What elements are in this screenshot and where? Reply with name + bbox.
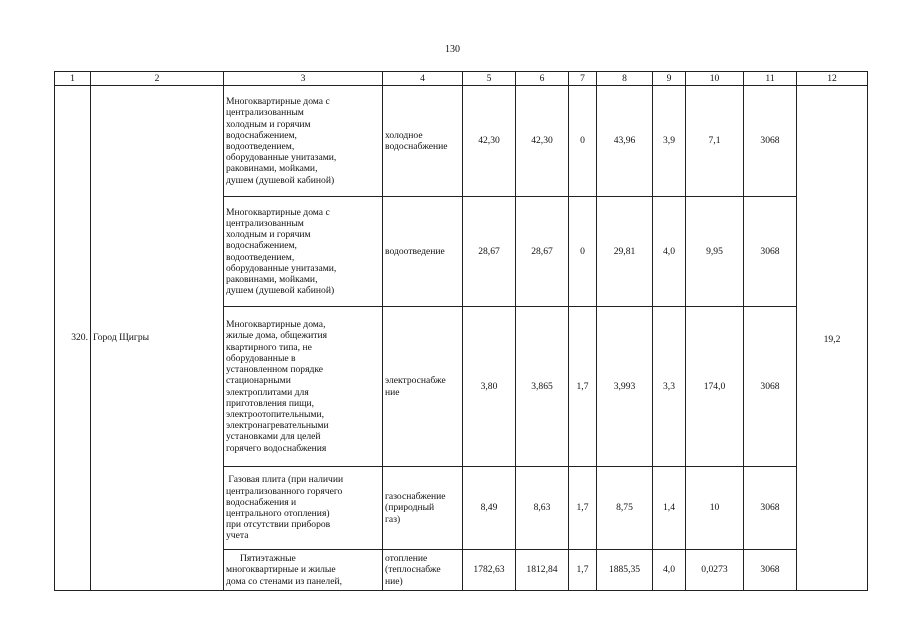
service-type: электроснабже ние <box>383 307 463 467</box>
header-cell: 3 <box>224 72 383 86</box>
cell-9: 4,0 <box>653 197 686 307</box>
header-cell: 2 <box>91 72 224 86</box>
header-cell: 9 <box>653 72 686 86</box>
cell-10: 7,1 <box>686 86 744 197</box>
housing-description: Пятиэтажные многоквартирные и жилые дома со стенами из панелей, <box>224 550 383 591</box>
cell-11: 3068 <box>744 467 797 550</box>
service-type: газоснабжение (природный газ) <box>383 467 463 550</box>
cell-6: 28,67 <box>516 197 569 307</box>
cell-11: 3068 <box>744 550 797 591</box>
tariff-table <box>54 71 868 591</box>
cell-7: 1,7 <box>569 550 597 591</box>
cell-10: 10 <box>686 467 744 550</box>
cell-5: 1782,63 <box>463 550 516 591</box>
header-cell: 6 <box>516 72 569 86</box>
cell-7: 1,7 <box>569 467 597 550</box>
header-cell: 10 <box>686 72 744 86</box>
page-number: 130 <box>445 44 460 55</box>
region-name: Город Щигры <box>91 86 224 591</box>
service-type: водоотведение <box>383 197 463 307</box>
cell-6: 1812,84 <box>516 550 569 591</box>
cell-10: 9,95 <box>686 197 744 307</box>
cell-11: 3068 <box>744 86 797 197</box>
header-row <box>55 72 868 86</box>
header-cell: 7 <box>569 72 597 86</box>
cell-11: 3068 <box>744 197 797 307</box>
cell-6: 3,865 <box>516 307 569 467</box>
cell-8: 8,75 <box>597 467 653 550</box>
cell-7: 0 <box>569 197 597 307</box>
header-cell: 12 <box>797 72 868 86</box>
cell-8: 29,81 <box>597 197 653 307</box>
cell-5: 28,67 <box>463 197 516 307</box>
header-cell: 8 <box>597 72 653 86</box>
housing-description: Многоквартирные дома с централизованным холодным и горячим водоснабжением, водоотведением, оборудованные унитазами, раковинами, мойками, душем (душевой кабиной) <box>224 86 383 197</box>
cell-5: 42,30 <box>463 86 516 197</box>
cell-11: 3068 <box>744 307 797 467</box>
cell-9: 1,4 <box>653 467 686 550</box>
header-cell: 11 <box>744 72 797 86</box>
table-row <box>55 86 868 197</box>
cell-9: 3,3 <box>653 307 686 467</box>
region-value-12: 19,2 <box>797 86 868 591</box>
service-type: холодное водоснабжение <box>383 86 463 197</box>
cell-5: 3,80 <box>463 307 516 467</box>
header-cell: 5 <box>463 72 516 86</box>
region-number: 320. <box>55 86 91 591</box>
cell-8: 1885,35 <box>597 550 653 591</box>
cell-10: 174,0 <box>686 307 744 467</box>
cell-9: 3,9 <box>653 86 686 197</box>
cell-8: 3,993 <box>597 307 653 467</box>
housing-description: Многоквартирные дома с централизованным холодным и горячим водоснабжением, водоотведением, оборудованные унитазами, раковинами, мойками, душем (душевой кабиной) <box>224 197 383 307</box>
cell-10: 0,0273 <box>686 550 744 591</box>
housing-description: Газовая плита (при наличии централизованного горячего водоснабжения и центрального отопления) при отсутствии приборов учета <box>224 467 383 550</box>
cell-8: 43,96 <box>597 86 653 197</box>
housing-description: Многоквартирные дома, жилые дома, общежития квартирного типа, не оборудованные в установленном порядке стационарными электроплитами для приготовления пищи, электроотопительными, электронагревательными установками для целей горячего водоснабжения <box>224 307 383 467</box>
cell-6: 8,63 <box>516 467 569 550</box>
cell-7: 1,7 <box>569 307 597 467</box>
cell-9: 4,0 <box>653 550 686 591</box>
cell-7: 0 <box>569 86 597 197</box>
header-cell: 1 <box>55 72 91 86</box>
service-type: отопление (теплоснабже ние) <box>383 550 463 591</box>
cell-5: 8,49 <box>463 467 516 550</box>
header-cell: 4 <box>383 72 463 86</box>
cell-6: 42,30 <box>516 86 569 197</box>
